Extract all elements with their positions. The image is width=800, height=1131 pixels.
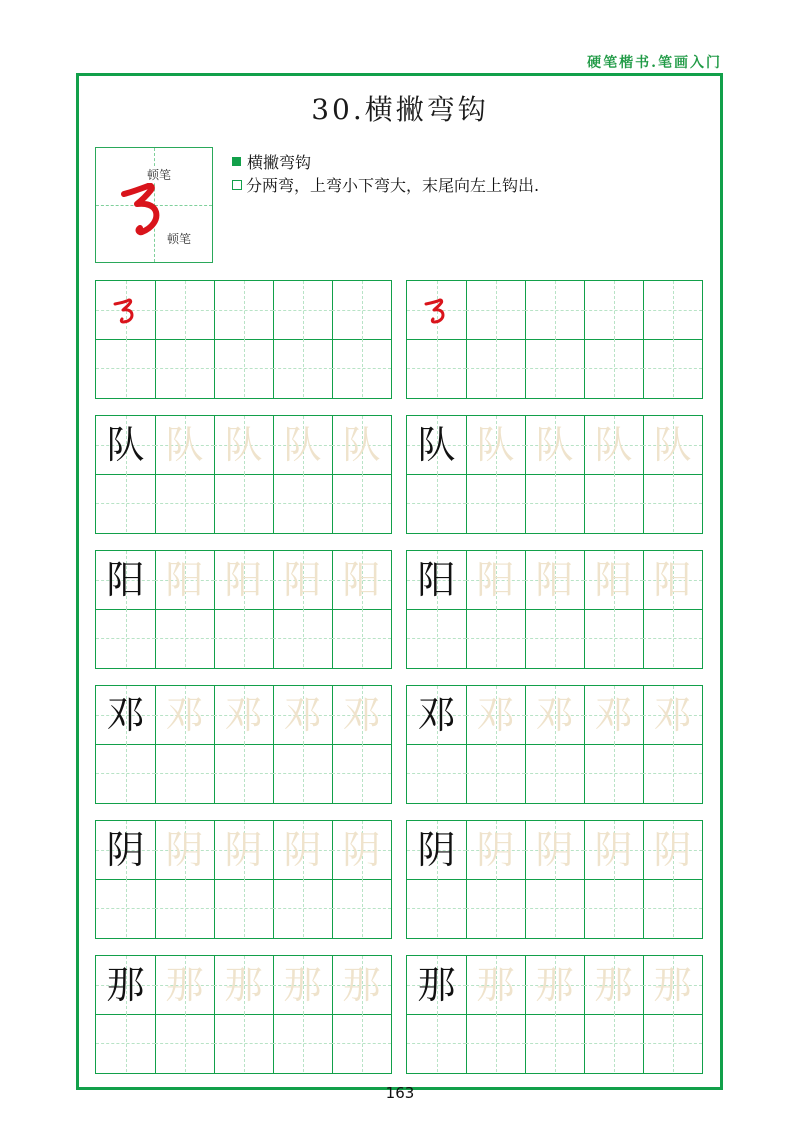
cell-guide-horizontal xyxy=(273,908,332,909)
practice-cell[interactable] xyxy=(273,551,332,609)
demo-note-top: 顿笔 xyxy=(147,168,172,182)
practice-cell[interactable] xyxy=(407,744,466,802)
cell-guide-horizontal xyxy=(155,638,214,639)
practice-cell[interactable] xyxy=(155,879,214,937)
trace-character: 阳 xyxy=(594,558,633,602)
practice-cell[interactable] xyxy=(643,551,702,609)
practice-cell[interactable] xyxy=(214,474,273,532)
stroke-hengpiewangou-icon xyxy=(112,296,142,324)
stroke-info xyxy=(232,150,539,196)
practice-cell[interactable] xyxy=(525,879,584,937)
cell-guide-horizontal xyxy=(407,908,466,909)
practice-cell[interactable] xyxy=(643,879,702,937)
practice-cell[interactable] xyxy=(584,879,643,937)
cell-guide-horizontal xyxy=(332,368,391,369)
cell-guide-horizontal xyxy=(96,368,155,369)
practice-grid xyxy=(95,820,392,939)
model-character: 队 xyxy=(106,423,145,467)
practice-cell[interactable] xyxy=(273,686,332,744)
practice-cell[interactable] xyxy=(466,744,525,802)
practice-cell[interactable] xyxy=(332,474,391,532)
page-title: 30.横撇弯钩 xyxy=(311,93,489,126)
cell-guide-horizontal xyxy=(466,310,525,311)
practice-cell[interactable] xyxy=(155,686,214,744)
trace-character: 队 xyxy=(283,423,322,467)
practice-cell[interactable] xyxy=(96,879,155,937)
cell-guide-horizontal xyxy=(407,1043,466,1044)
trace-character: 阳 xyxy=(476,558,515,602)
cell-guide-horizontal xyxy=(584,368,643,369)
practice-cell[interactable] xyxy=(96,686,155,744)
trace-character: 阴 xyxy=(165,828,204,872)
cell-guide-horizontal xyxy=(407,773,466,774)
cell-guide-horizontal xyxy=(332,310,391,311)
cell-guide-horizontal xyxy=(96,503,155,504)
practice-cell[interactable] xyxy=(643,744,702,802)
trace-character: 阴 xyxy=(476,828,515,872)
trace-character: 邓 xyxy=(283,693,322,737)
practice-cell[interactable] xyxy=(332,416,391,474)
trace-character: 邓 xyxy=(224,693,263,737)
practice-grid xyxy=(95,280,392,399)
model-character: 那 xyxy=(106,963,145,1007)
practice-cell[interactable] xyxy=(96,551,155,609)
cell-guide-horizontal xyxy=(643,773,702,774)
trace-character: 那 xyxy=(165,963,204,1007)
practice-cell[interactable] xyxy=(584,551,643,609)
practice-cell[interactable] xyxy=(155,956,214,1014)
practice-cell[interactable] xyxy=(584,281,643,339)
practice-cell[interactable] xyxy=(466,281,525,339)
cell-guide-horizontal xyxy=(584,908,643,909)
cell-guide-horizontal xyxy=(584,1043,643,1044)
trace-character: 阳 xyxy=(653,558,692,602)
cell-guide-horizontal xyxy=(214,368,273,369)
practice-cell[interactable] xyxy=(273,609,332,667)
trace-character: 那 xyxy=(476,963,515,1007)
practice-cell[interactable] xyxy=(214,821,273,879)
practice-cell[interactable] xyxy=(407,281,466,339)
practice-cell[interactable] xyxy=(407,879,466,937)
practice-cell[interactable] xyxy=(96,744,155,802)
practice-cell[interactable] xyxy=(214,339,273,397)
trace-character: 队 xyxy=(342,423,381,467)
open-square-icon xyxy=(232,180,242,190)
practice-cell[interactable] xyxy=(466,339,525,397)
cell-guide-horizontal xyxy=(273,773,332,774)
practice-cell[interactable] xyxy=(643,281,702,339)
cell-guide-horizontal xyxy=(155,1043,214,1044)
cell-guide-horizontal xyxy=(466,503,525,504)
practice-cell[interactable] xyxy=(155,281,214,339)
practice-cell[interactable] xyxy=(273,1014,332,1072)
practice-cell[interactable] xyxy=(525,609,584,667)
practice-cell[interactable] xyxy=(525,339,584,397)
practice-cell[interactable] xyxy=(332,956,391,1014)
cell-guide-horizontal xyxy=(466,1043,525,1044)
practice-cell[interactable] xyxy=(584,339,643,397)
cell-guide-horizontal xyxy=(525,638,584,639)
practice-cell[interactable] xyxy=(525,474,584,532)
practice-cell[interactable] xyxy=(584,744,643,802)
practice-cell[interactable] xyxy=(273,474,332,532)
practice-cell[interactable] xyxy=(214,416,273,474)
trace-character: 阳 xyxy=(224,558,263,602)
page-number: 163 xyxy=(385,1084,415,1102)
cell-guide-horizontal xyxy=(96,908,155,909)
practice-cell[interactable] xyxy=(155,744,214,802)
trace-character: 队 xyxy=(165,423,204,467)
cell-guide-horizontal xyxy=(96,773,155,774)
trace-character: 邓 xyxy=(653,693,692,737)
practice-cell[interactable] xyxy=(525,744,584,802)
practice-cell[interactable] xyxy=(407,474,466,532)
practice-cell[interactable] xyxy=(466,416,525,474)
practice-cell[interactable] xyxy=(466,551,525,609)
practice-cell[interactable] xyxy=(155,416,214,474)
practice-cell[interactable] xyxy=(155,339,214,397)
practice-cell[interactable] xyxy=(332,1014,391,1072)
cell-guide-horizontal xyxy=(643,638,702,639)
practice-cell[interactable] xyxy=(214,551,273,609)
practice-grid xyxy=(95,685,392,804)
cell-guide-horizontal xyxy=(525,503,584,504)
practice-cell[interactable] xyxy=(643,821,702,879)
practice-cell[interactable] xyxy=(155,551,214,609)
practice-cell[interactable] xyxy=(584,416,643,474)
practice-cell[interactable] xyxy=(273,744,332,802)
cell-guide-horizontal xyxy=(214,638,273,639)
practice-cell[interactable] xyxy=(407,551,466,609)
cell-guide-horizontal xyxy=(273,1043,332,1044)
cell-guide-horizontal xyxy=(643,1043,702,1044)
practice-cell[interactable] xyxy=(332,879,391,937)
practice-cell[interactable] xyxy=(155,474,214,532)
demo-note-bottom: 顿笔 xyxy=(167,232,192,246)
cell-guide-horizontal xyxy=(407,503,466,504)
trace-character: 阴 xyxy=(594,828,633,872)
practice-cell[interactable] xyxy=(525,686,584,744)
series-title: 硬笔楷书.笔画入门 xyxy=(587,55,722,71)
cell-guide-horizontal xyxy=(155,310,214,311)
trace-character: 阳 xyxy=(342,558,381,602)
practice-cell[interactable] xyxy=(155,1014,214,1072)
practice-cell[interactable] xyxy=(96,956,155,1014)
practice-cell[interactable] xyxy=(332,821,391,879)
cell-guide-horizontal xyxy=(214,310,273,311)
cell-guide-horizontal xyxy=(214,503,273,504)
practice-cell[interactable] xyxy=(96,609,155,667)
practice-cell[interactable] xyxy=(96,339,155,397)
practice-grid xyxy=(95,415,392,534)
practice-cell[interactable] xyxy=(214,609,273,667)
cell-guide-horizontal xyxy=(273,503,332,504)
practice-grid xyxy=(406,685,703,804)
cell-guide-horizontal xyxy=(525,773,584,774)
practice-cell[interactable] xyxy=(214,281,273,339)
practice-cell[interactable] xyxy=(466,956,525,1014)
cell-guide-horizontal xyxy=(332,1043,391,1044)
practice-cell[interactable] xyxy=(643,474,702,532)
cell-guide-horizontal xyxy=(214,1043,273,1044)
practice-cell[interactable] xyxy=(584,686,643,744)
practice-cell[interactable] xyxy=(407,1014,466,1072)
stroke-name: 横撇弯钩 xyxy=(247,153,312,172)
trace-character: 邓 xyxy=(594,693,633,737)
trace-character: 阴 xyxy=(342,828,381,872)
practice-cell[interactable] xyxy=(584,956,643,1014)
practice-cell[interactable] xyxy=(214,744,273,802)
cell-guide-horizontal xyxy=(643,368,702,369)
cell-guide-horizontal xyxy=(155,773,214,774)
cell-guide-horizontal xyxy=(584,310,643,311)
stroke-demo-box xyxy=(95,147,213,263)
practice-grid xyxy=(406,550,703,669)
trace-character: 阴 xyxy=(224,828,263,872)
stroke-hengpiewangou-icon xyxy=(423,296,453,324)
practice-cell[interactable] xyxy=(525,281,584,339)
trace-character: 队 xyxy=(653,423,692,467)
cell-guide-horizontal xyxy=(466,638,525,639)
practice-cell[interactable] xyxy=(643,956,702,1014)
practice-grid xyxy=(406,280,703,399)
stroke-description: 分两弯，上弯小下弯大，末尾向左上钩出. xyxy=(246,176,540,195)
practice-cell[interactable] xyxy=(643,1014,702,1072)
trace-character: 邓 xyxy=(165,693,204,737)
practice-cell[interactable] xyxy=(466,821,525,879)
cell-guide-horizontal xyxy=(155,368,214,369)
practice-cell[interactable] xyxy=(96,1014,155,1072)
practice-grid xyxy=(95,955,392,1074)
cell-guide-horizontal xyxy=(466,908,525,909)
practice-cell[interactable] xyxy=(214,956,273,1014)
model-character: 邓 xyxy=(106,693,145,737)
cell-guide-horizontal xyxy=(214,773,273,774)
cell-guide-horizontal xyxy=(273,638,332,639)
practice-grid xyxy=(406,820,703,939)
model-character: 阳 xyxy=(417,558,456,602)
cell-guide-horizontal xyxy=(525,1043,584,1044)
practice-cell[interactable] xyxy=(332,339,391,397)
practice-cell[interactable] xyxy=(407,821,466,879)
stroke-hengpiewangou-icon xyxy=(118,174,178,238)
model-character: 队 xyxy=(417,423,456,467)
practice-cell[interactable] xyxy=(584,609,643,667)
practice-cell[interactable] xyxy=(407,686,466,744)
practice-cell[interactable] xyxy=(525,956,584,1014)
cell-guide-horizontal xyxy=(525,310,584,311)
practice-cell[interactable] xyxy=(96,281,155,339)
trace-character: 阴 xyxy=(283,828,322,872)
trace-character: 阳 xyxy=(283,558,322,602)
trace-character: 那 xyxy=(653,963,692,1007)
practice-grid xyxy=(406,955,703,1074)
practice-cell[interactable] xyxy=(155,609,214,667)
practice-cell[interactable] xyxy=(273,339,332,397)
model-character: 阴 xyxy=(106,828,145,872)
practice-cell[interactable] xyxy=(643,339,702,397)
cell-guide-horizontal xyxy=(466,368,525,369)
cell-guide-horizontal xyxy=(643,908,702,909)
practice-cell[interactable] xyxy=(525,551,584,609)
practice-cell[interactable] xyxy=(466,609,525,667)
filled-square-icon xyxy=(232,157,241,166)
cell-guide-horizontal xyxy=(96,1043,155,1044)
practice-cell[interactable] xyxy=(407,956,466,1014)
cell-guide-horizontal xyxy=(584,773,643,774)
cell-guide-horizontal xyxy=(155,908,214,909)
trace-character: 阳 xyxy=(535,558,574,602)
cell-guide-horizontal xyxy=(643,503,702,504)
practice-cell[interactable] xyxy=(96,416,155,474)
practice-cell[interactable] xyxy=(96,821,155,879)
practice-cell[interactable] xyxy=(466,1014,525,1072)
cell-guide-horizontal xyxy=(584,503,643,504)
practice-cell[interactable] xyxy=(407,609,466,667)
practice-cell[interactable] xyxy=(466,474,525,532)
trace-character: 那 xyxy=(224,963,263,1007)
cell-guide-horizontal xyxy=(332,773,391,774)
practice-cell[interactable] xyxy=(584,821,643,879)
practice-cell[interactable] xyxy=(584,474,643,532)
cell-guide-horizontal xyxy=(407,638,466,639)
trace-character: 队 xyxy=(594,423,633,467)
trace-character: 阳 xyxy=(165,558,204,602)
cell-guide-horizontal xyxy=(332,908,391,909)
practice-cell[interactable] xyxy=(643,686,702,744)
cell-guide-horizontal xyxy=(332,638,391,639)
practice-cell[interactable] xyxy=(273,821,332,879)
model-character: 那 xyxy=(417,963,456,1007)
trace-character: 那 xyxy=(342,963,381,1007)
trace-character: 阴 xyxy=(653,828,692,872)
trace-character: 邓 xyxy=(342,693,381,737)
practice-cell[interactable] xyxy=(466,879,525,937)
practice-cell[interactable] xyxy=(332,609,391,667)
practice-cell[interactable] xyxy=(332,686,391,744)
practice-cell[interactable] xyxy=(155,821,214,879)
cell-guide-horizontal xyxy=(332,503,391,504)
model-character: 邓 xyxy=(417,693,456,737)
trace-character: 队 xyxy=(224,423,263,467)
practice-cell[interactable] xyxy=(332,551,391,609)
practice-cell[interactable] xyxy=(466,686,525,744)
cell-guide-horizontal xyxy=(466,773,525,774)
trace-character: 那 xyxy=(283,963,322,1007)
practice-grid xyxy=(406,415,703,534)
practice-cell[interactable] xyxy=(407,416,466,474)
practice-grid xyxy=(95,550,392,669)
trace-character: 那 xyxy=(594,963,633,1007)
practice-cell[interactable] xyxy=(332,281,391,339)
trace-character: 队 xyxy=(535,423,574,467)
practice-cell[interactable] xyxy=(273,956,332,1014)
practice-cell[interactable] xyxy=(273,281,332,339)
practice-cell[interactable] xyxy=(525,1014,584,1072)
cell-guide-horizontal xyxy=(273,310,332,311)
trace-character: 那 xyxy=(535,963,574,1007)
cell-guide-horizontal xyxy=(643,310,702,311)
cell-guide-horizontal xyxy=(96,638,155,639)
cell-guide-horizontal xyxy=(407,368,466,369)
practice-cell[interactable] xyxy=(407,339,466,397)
practice-cell[interactable] xyxy=(643,609,702,667)
cell-guide-horizontal xyxy=(525,368,584,369)
model-character: 阴 xyxy=(417,828,456,872)
practice-cell[interactable] xyxy=(332,744,391,802)
practice-cell[interactable] xyxy=(273,879,332,937)
practice-cell[interactable] xyxy=(643,416,702,474)
practice-cell[interactable] xyxy=(214,879,273,937)
trace-character: 邓 xyxy=(476,693,515,737)
trace-character: 阴 xyxy=(535,828,574,872)
trace-character: 队 xyxy=(476,423,515,467)
trace-character: 邓 xyxy=(535,693,574,737)
practice-cell[interactable] xyxy=(525,821,584,879)
practice-cell[interactable] xyxy=(525,416,584,474)
cell-guide-horizontal xyxy=(214,908,273,909)
practice-cell[interactable] xyxy=(214,686,273,744)
cell-guide-horizontal xyxy=(273,368,332,369)
cell-guide-horizontal xyxy=(584,638,643,639)
practice-cell[interactable] xyxy=(214,1014,273,1072)
practice-cell[interactable] xyxy=(96,474,155,532)
cell-guide-horizontal xyxy=(525,908,584,909)
cell-guide-horizontal xyxy=(155,503,214,504)
practice-cell[interactable] xyxy=(584,1014,643,1072)
practice-cell[interactable] xyxy=(273,416,332,474)
model-character: 阳 xyxy=(106,558,145,602)
